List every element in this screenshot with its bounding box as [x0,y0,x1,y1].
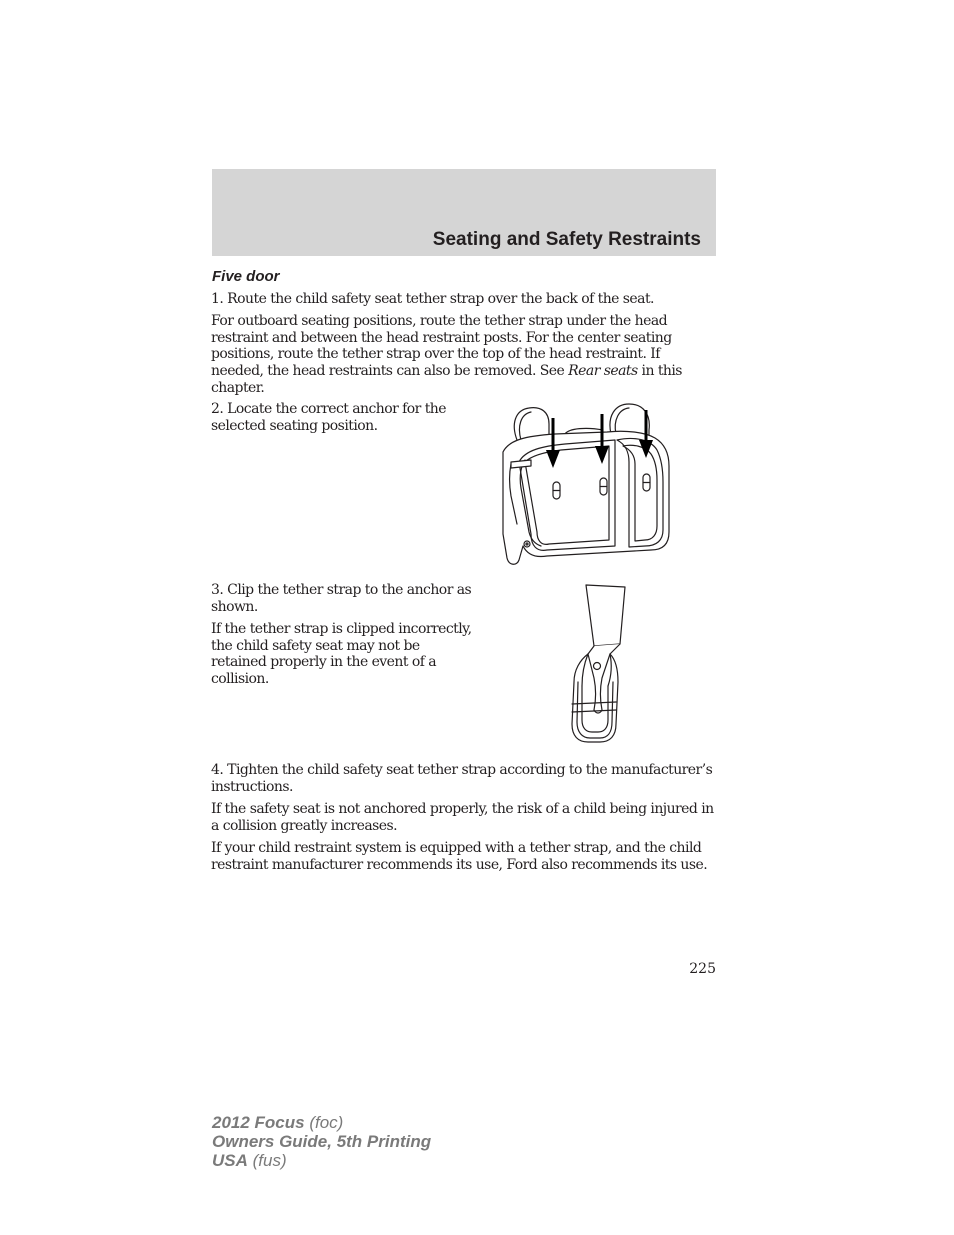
tether-clip-illustration [560,582,636,746]
footer-model-code: (foc) [309,1113,344,1132]
footer-region-line [212,1151,431,1170]
rear-seat-anchor-illustration [495,400,677,570]
section-title: Seating and Safety Restraints [432,229,701,250]
rear-seats-reference: Rear seats [568,363,638,380]
footer-model: 2012 Focus [212,1113,305,1132]
outboard-text-before: For outboard seating positions, route the tether strap under the head restraint and between the head restraint posts. For the center seating positions, route the tether strap over the top of the head restraint. If needed, the head restraints can also be removed. See [211,313,672,380]
footer-guide-line [212,1132,431,1151]
clip-warning-text: If the tether strap is clipped incorrectly, the child safety seat may not be retained properly in the event of a collision. [211,621,472,688]
footer-model-line [212,1113,431,1132]
step-2-text: 2. Locate the correct anchor for the selected seating position. [211,401,446,434]
recommendation-text: If your child restraint system is equipped with a tether strap, and the child restraint manufacturer recommends its use, Ford also recommends its use. [211,840,708,873]
subsection-heading: Five door [212,268,280,285]
document-footer [212,1113,431,1170]
risk-note-text: If the safety seat is not anchored properly, the risk of a child being injured in a collision greatly increases. [211,801,714,834]
outboard-paragraph [211,313,716,397]
section-header-band [212,169,716,256]
footer-guide: Owners Guide, 5th Printing [212,1132,432,1151]
step-1-text: 1. Route the child safety seat tether strap over the back of the seat. [211,291,654,307]
footer-region-code: (fus) [252,1151,287,1170]
page-number: 225 [689,961,716,977]
footer-region: USA [212,1151,248,1170]
step-3-text: 3. Clip the tether strap to the anchor as shown. [211,582,472,615]
step-4-text: 4. Tighten the child safety seat tether strap according to the manufacturer’s instructions. [211,762,713,795]
outboard-text-after: in this chapter. [211,363,682,396]
